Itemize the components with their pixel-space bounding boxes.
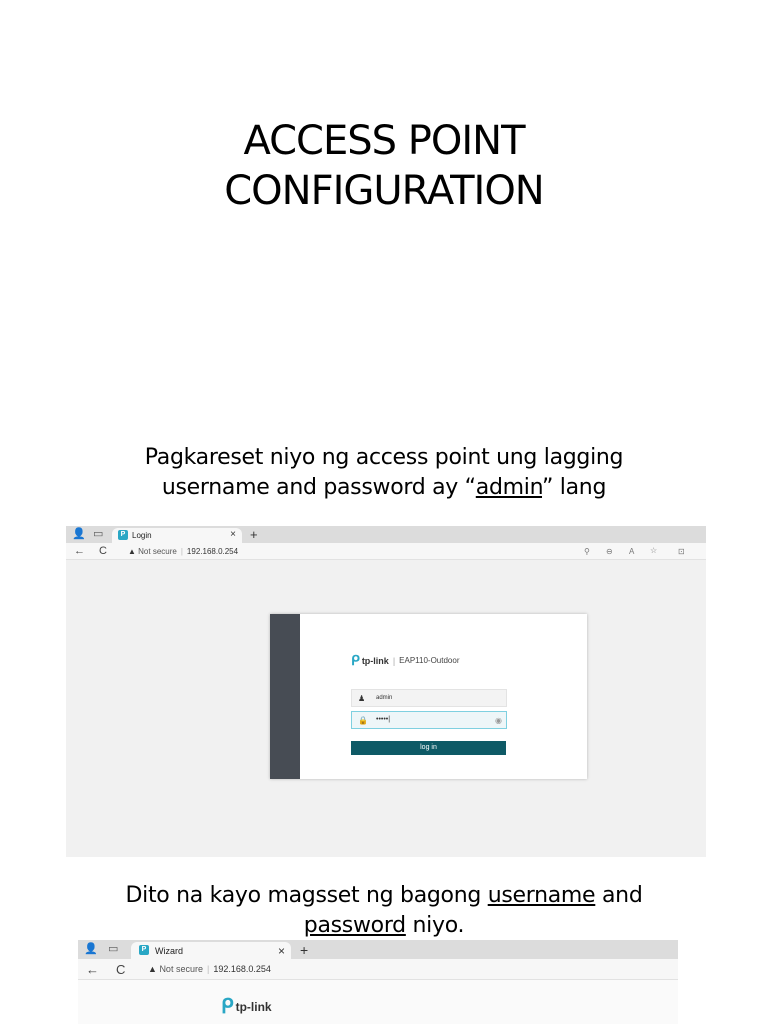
lock-icon: 🔒 — [358, 716, 368, 725]
caption2-line-1: Dito na kayo magsset ng bagong username and — [125, 883, 643, 908]
login-screenshot — [66, 526, 706, 857]
caption1-line-1: Pagkareset niyo ng access point ung lagging — [144, 445, 624, 470]
login-button[interactable]: log in — [351, 741, 506, 755]
url-field[interactable] — [128, 547, 238, 556]
warning-icon: ▲ — [148, 964, 157, 974]
url-separator: | — [206, 964, 210, 974]
browser-tab-bar-2 — [78, 940, 678, 959]
url-text: 192.168.0.254 — [213, 964, 271, 974]
tab-wizard[interactable] — [131, 942, 291, 959]
password-field[interactable] — [351, 711, 507, 729]
url-text: 192.168.0.254 — [186, 547, 239, 556]
wizard-screenshot — [78, 940, 678, 1024]
device-model: EAP110-Outdoor — [399, 656, 460, 665]
url-field[interactable] — [148, 964, 271, 974]
reload-icon[interactable]: C — [99, 545, 107, 557]
zoom-icon[interactable]: ⊖ — [606, 547, 613, 556]
close-tab-icon[interactable]: × — [230, 529, 236, 540]
slide-title — [0, 116, 768, 216]
address-bar — [66, 543, 706, 560]
profile-icon[interactable]: 👤 — [72, 528, 86, 540]
brand-header — [351, 652, 460, 669]
key-icon[interactable]: ⚲ — [584, 547, 590, 556]
tplink-favicon-icon: P — [118, 530, 128, 540]
tplink-favicon-icon: P — [139, 945, 149, 955]
brand-logo-text: tp-link — [235, 999, 272, 1014]
admin-underlined: admin — [475, 475, 543, 500]
back-icon[interactable]: ← — [74, 545, 85, 557]
brand-divider: | — [392, 655, 396, 666]
tplink-logo-icon: ᑭ — [221, 996, 234, 1018]
brand-logo-text: tp-link — [361, 655, 389, 666]
close-tab-icon[interactable]: × — [277, 944, 285, 958]
not-secure-label: Not secure — [159, 964, 203, 974]
caption-set-credentials — [0, 881, 768, 941]
reload-icon[interactable]: C — [116, 962, 126, 977]
caption2-line-2: password niyo. — [303, 913, 465, 938]
warning-icon: ▲ — [128, 547, 136, 556]
not-secure-label: Not secure — [138, 547, 177, 556]
address-bar-2 — [78, 959, 678, 980]
new-tab-icon[interactable]: + — [250, 527, 258, 542]
username-field[interactable] — [351, 689, 507, 707]
caption1-line-2: username and password ay “admin” lang — [161, 475, 607, 500]
tab-login[interactable] — [112, 528, 242, 543]
tab-label: Wizard — [155, 946, 184, 956]
title-line-1: ACCESS POINT — [243, 118, 525, 164]
user-icon: ♟ — [358, 694, 366, 703]
browser-tab-bar — [66, 526, 706, 543]
password-value: •••••| — [376, 716, 391, 723]
new-tab-icon[interactable]: + — [300, 942, 309, 958]
url-separator: | — [180, 547, 183, 556]
title-line-2: CONFIGURATION — [224, 168, 544, 214]
read-aloud-icon[interactable]: A — [629, 547, 635, 556]
tab-actions-icon[interactable]: ▭ — [93, 528, 104, 540]
tab-label: Login — [132, 531, 152, 540]
tplink-logo-icon: ᑭ — [351, 652, 360, 668]
login-panel-sidebar — [270, 614, 300, 779]
profile-icon[interactable]: 👤 — [84, 943, 98, 955]
back-icon[interactable]: ← — [86, 962, 99, 977]
login-panel — [270, 614, 587, 779]
split-screen-icon[interactable]: ⊡ — [678, 547, 685, 556]
brand-header-2 — [221, 994, 272, 1019]
caption-reset-note — [0, 443, 768, 503]
password-underlined: password — [303, 913, 406, 938]
show-password-icon[interactable]: ◉ — [495, 716, 502, 725]
tab-actions-icon[interactable]: ▭ — [108, 943, 119, 955]
favorite-icon[interactable]: ☆ — [650, 546, 658, 555]
username-underlined: username — [487, 883, 596, 908]
username-value: admin — [376, 695, 393, 701]
